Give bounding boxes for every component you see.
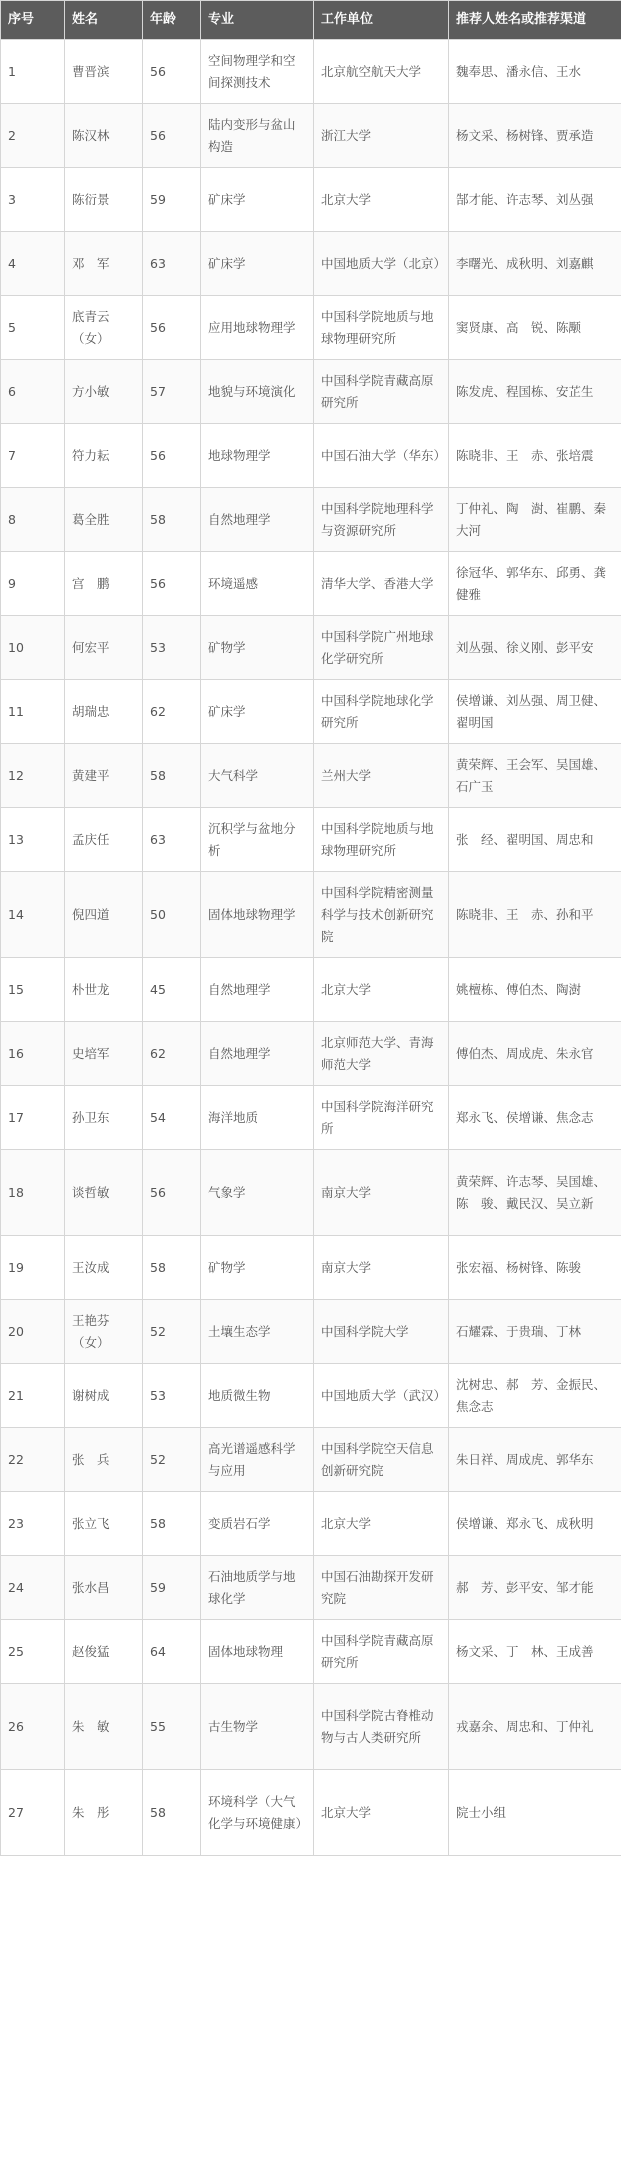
table-row [1,958,621,1022]
cell-number: 5 [1,296,65,360]
cell-number: 21 [1,1364,65,1428]
cell-age: 64 [143,1620,201,1684]
cell-age: 58 [143,1236,201,1300]
cell-number: 1 [1,40,65,104]
table-row [1,488,621,552]
cell-number: 14 [1,872,65,958]
cell-number: 22 [1,1428,65,1492]
cell-number: 7 [1,424,65,488]
cell-recommender: 陈晓非、王 赤、孙和平 [449,872,621,958]
table-row [1,616,621,680]
cell-recommender: 郜才能、许志琴、刘丛强 [449,168,621,232]
cell-major: 自然地理学 [201,958,314,1022]
header-row [1,1,621,40]
cell-unit: 清华大学、香港大学 [314,552,449,616]
cell-name: 方小敏 [65,360,143,424]
cell-recommender: 陈晓非、王 赤、张培震 [449,424,621,488]
cell-unit: 中国科学院地质与地球物理研究所 [314,296,449,360]
cell-unit: 中国科学院大学 [314,1300,449,1364]
cell-name: 陈衍景 [65,168,143,232]
cell-major: 古生物学 [201,1684,314,1770]
cell-number: 15 [1,958,65,1022]
cell-recommender: 丁仲礼、陶 澍、崔鹏、秦大河 [449,488,621,552]
table-row [1,808,621,872]
cell-recommender: 朱日祥、周成虎、郭华东 [449,1428,621,1492]
cell-name: 曹晋滨 [65,40,143,104]
cell-recommender: 石耀霖、于贵瑞、丁林 [449,1300,621,1364]
cell-unit: 南京大学 [314,1150,449,1236]
cell-major: 空间物理学和空间探测技术 [201,40,314,104]
table-row [1,104,621,168]
table-row [1,1620,621,1684]
cell-unit: 北京航空航天大学 [314,40,449,104]
cell-age: 56 [143,40,201,104]
cell-name: 张立飞 [65,1492,143,1556]
cell-number: 3 [1,168,65,232]
cell-number: 16 [1,1022,65,1086]
cell-age: 63 [143,232,201,296]
cell-age: 55 [143,1684,201,1770]
cell-age: 62 [143,680,201,744]
cell-major: 固体地球物理学 [201,872,314,958]
cell-number: 11 [1,680,65,744]
cell-unit: 北京大学 [314,1770,449,1856]
cell-number: 6 [1,360,65,424]
table-row [1,872,621,958]
cell-unit: 中国科学院地质与地球物理研究所 [314,808,449,872]
cell-age: 57 [143,360,201,424]
header-major: 专业 [201,1,314,40]
cell-number: 23 [1,1492,65,1556]
cell-major: 气象学 [201,1150,314,1236]
cell-name: 胡瑞忠 [65,680,143,744]
cell-name: 张 兵 [65,1428,143,1492]
cell-recommender: 郝 芳、彭平安、邹才能 [449,1556,621,1620]
cell-unit: 兰州大学 [314,744,449,808]
table-row [1,168,621,232]
cell-major: 环境科学（大气化学与环境健康） [201,1770,314,1856]
cell-number: 27 [1,1770,65,1856]
cell-age: 62 [143,1022,201,1086]
cell-unit: 中国科学院地球化学研究所 [314,680,449,744]
cell-age: 54 [143,1086,201,1150]
cell-number: 2 [1,104,65,168]
cell-unit: 中国地质大学（北京） [314,232,449,296]
cell-age: 58 [143,488,201,552]
cell-recommender: 张宏福、杨树锋、陈骏 [449,1236,621,1300]
cell-name: 底青云（女） [65,296,143,360]
cell-name: 宫 鹏 [65,552,143,616]
table-row [1,1492,621,1556]
cell-age: 52 [143,1428,201,1492]
cell-major: 地质微生物 [201,1364,314,1428]
cell-unit: 北京师范大学、青海师范大学 [314,1022,449,1086]
cell-age: 56 [143,104,201,168]
cell-name: 张水昌 [65,1556,143,1620]
cell-number: 26 [1,1684,65,1770]
cell-name: 王汝成 [65,1236,143,1300]
cell-recommender: 傅伯杰、周成虎、朱永官 [449,1022,621,1086]
cell-age: 56 [143,1150,201,1236]
cell-unit: 中国科学院海洋研究所 [314,1086,449,1150]
cell-unit: 中国科学院广州地球化学研究所 [314,616,449,680]
cell-unit: 中国科学院空天信息创新研究院 [314,1428,449,1492]
table-row [1,40,621,104]
cell-number: 18 [1,1150,65,1236]
cell-unit: 中国科学院古脊椎动物与古人类研究所 [314,1684,449,1770]
cell-number: 20 [1,1300,65,1364]
cell-age: 53 [143,616,201,680]
cell-age: 56 [143,552,201,616]
cell-number: 12 [1,744,65,808]
table-row [1,232,621,296]
cell-age: 56 [143,296,201,360]
cell-major: 石油地质学与地球化学 [201,1556,314,1620]
table-header [1,1,621,40]
cell-name: 孟庆任 [65,808,143,872]
cell-age: 50 [143,872,201,958]
cell-major: 环境遥感 [201,552,314,616]
cell-recommender: 郑永飞、侯增谦、焦念志 [449,1086,621,1150]
table-row [1,680,621,744]
cell-name: 何宏平 [65,616,143,680]
cell-recommender: 戎嘉余、周忠和、丁仲礼 [449,1684,621,1770]
cell-age: 59 [143,1556,201,1620]
cell-name: 葛全胜 [65,488,143,552]
cell-number: 8 [1,488,65,552]
cell-age: 52 [143,1300,201,1364]
cell-unit: 浙江大学 [314,104,449,168]
cell-number: 10 [1,616,65,680]
cell-unit: 北京大学 [314,168,449,232]
cell-major: 矿物学 [201,1236,314,1300]
cell-major: 高光谱遥感科学与应用 [201,1428,314,1492]
cell-recommender: 黄荣辉、王会军、吴国雄、石广玉 [449,744,621,808]
cell-unit: 中国科学院精密测量科学与技术创新研究院 [314,872,449,958]
cell-unit: 南京大学 [314,1236,449,1300]
cell-unit: 中国科学院青藏高原研究所 [314,1620,449,1684]
cell-number: 19 [1,1236,65,1300]
table-row [1,552,621,616]
table-row [1,1364,621,1428]
cell-age: 58 [143,744,201,808]
header-unit: 工作单位 [314,1,449,40]
cell-number: 9 [1,552,65,616]
cell-recommender: 姚檀栋、傅伯杰、陶澍 [449,958,621,1022]
cell-age: 53 [143,1364,201,1428]
cell-recommender: 院士小组 [449,1770,621,1856]
cell-recommender: 魏奉思、潘永信、王水 [449,40,621,104]
cell-name: 史培军 [65,1022,143,1086]
cell-major: 沉积学与盆地分析 [201,808,314,872]
cell-recommender: 窦贤康、高 锐、陈颙 [449,296,621,360]
cell-recommender: 徐冠华、郭华东、邱勇、龚健雅 [449,552,621,616]
table-row [1,1684,621,1770]
cell-name: 陈汉林 [65,104,143,168]
cell-name: 谢树成 [65,1364,143,1428]
cell-recommender: 杨文采、杨树锋、贾承造 [449,104,621,168]
cell-number: 13 [1,808,65,872]
table-row [1,1150,621,1236]
cell-major: 变质岩石学 [201,1492,314,1556]
cell-age: 58 [143,1770,201,1856]
cell-major: 矿床学 [201,168,314,232]
cell-unit: 北京大学 [314,958,449,1022]
cell-name: 谈哲敏 [65,1150,143,1236]
cell-unit: 中国科学院青藏高原研究所 [314,360,449,424]
table-row [1,1428,621,1492]
table-row [1,1022,621,1086]
cell-name: 孙卫东 [65,1086,143,1150]
table-row [1,1556,621,1620]
cell-unit: 北京大学 [314,1492,449,1556]
cell-major: 大气科学 [201,744,314,808]
cell-name: 朴世龙 [65,958,143,1022]
cell-major: 矿物学 [201,616,314,680]
table-row [1,424,621,488]
table-body [1,40,621,1856]
table-row [1,1236,621,1300]
cell-name: 赵俊猛 [65,1620,143,1684]
cell-recommender: 沈树忠、郝 芳、金振民、焦念志 [449,1364,621,1428]
cell-name: 符力耘 [65,424,143,488]
cell-recommender: 刘丛强、徐义刚、彭平安 [449,616,621,680]
cell-number: 25 [1,1620,65,1684]
cell-name: 邓 军 [65,232,143,296]
table-row [1,1770,621,1856]
cell-name: 朱 彤 [65,1770,143,1856]
cell-age: 63 [143,808,201,872]
header-name: 姓名 [65,1,143,40]
cell-unit: 中国石油大学（华东） [314,424,449,488]
cell-age: 58 [143,1492,201,1556]
cell-major: 自然地理学 [201,488,314,552]
table-row [1,1300,621,1364]
cell-major: 矿床学 [201,680,314,744]
cell-major: 地球物理学 [201,424,314,488]
cell-name: 黄建平 [65,744,143,808]
cell-age: 59 [143,168,201,232]
table-row [1,744,621,808]
cell-major: 自然地理学 [201,1022,314,1086]
cell-major: 矿床学 [201,232,314,296]
cell-name: 王艳芬（女） [65,1300,143,1364]
header-age: 年龄 [143,1,201,40]
cell-age: 56 [143,424,201,488]
cell-major: 陆内变形与盆山构造 [201,104,314,168]
table-row [1,360,621,424]
cell-recommender: 张 经、翟明国、周忠和 [449,808,621,872]
cell-major: 应用地球物理学 [201,296,314,360]
table-row [1,296,621,360]
cell-unit: 中国科学院地理科学与资源研究所 [314,488,449,552]
cell-recommender: 侯增谦、刘丛强、周卫健、翟明国 [449,680,621,744]
cell-age: 45 [143,958,201,1022]
cell-number: 24 [1,1556,65,1620]
cell-recommender: 李曙光、成秋明、刘嘉麒 [449,232,621,296]
cell-recommender: 杨文采、丁 林、王成善 [449,1620,621,1684]
cell-major: 固体地球物理 [201,1620,314,1684]
cell-recommender: 黄荣辉、许志琴、吴国雄、陈 骏、戴民汉、吴立新 [449,1150,621,1236]
cell-major: 土壤生态学 [201,1300,314,1364]
table-row [1,1086,621,1150]
cell-major: 地貌与环境演化 [201,360,314,424]
header-number: 序号 [1,1,65,40]
cell-unit: 中国地质大学（武汉） [314,1364,449,1428]
cell-name: 倪四道 [65,872,143,958]
cell-number: 4 [1,232,65,296]
cell-unit: 中国石油勘探开发研究院 [314,1556,449,1620]
cell-name: 朱 敏 [65,1684,143,1770]
cell-recommender: 陈发虎、程国栋、安芷生 [449,360,621,424]
cell-major: 海洋地质 [201,1086,314,1150]
header-recommender: 推荐人姓名或推荐渠道 [449,1,621,40]
cell-recommender: 侯增谦、郑永飞、成秋明 [449,1492,621,1556]
cell-number: 17 [1,1086,65,1150]
